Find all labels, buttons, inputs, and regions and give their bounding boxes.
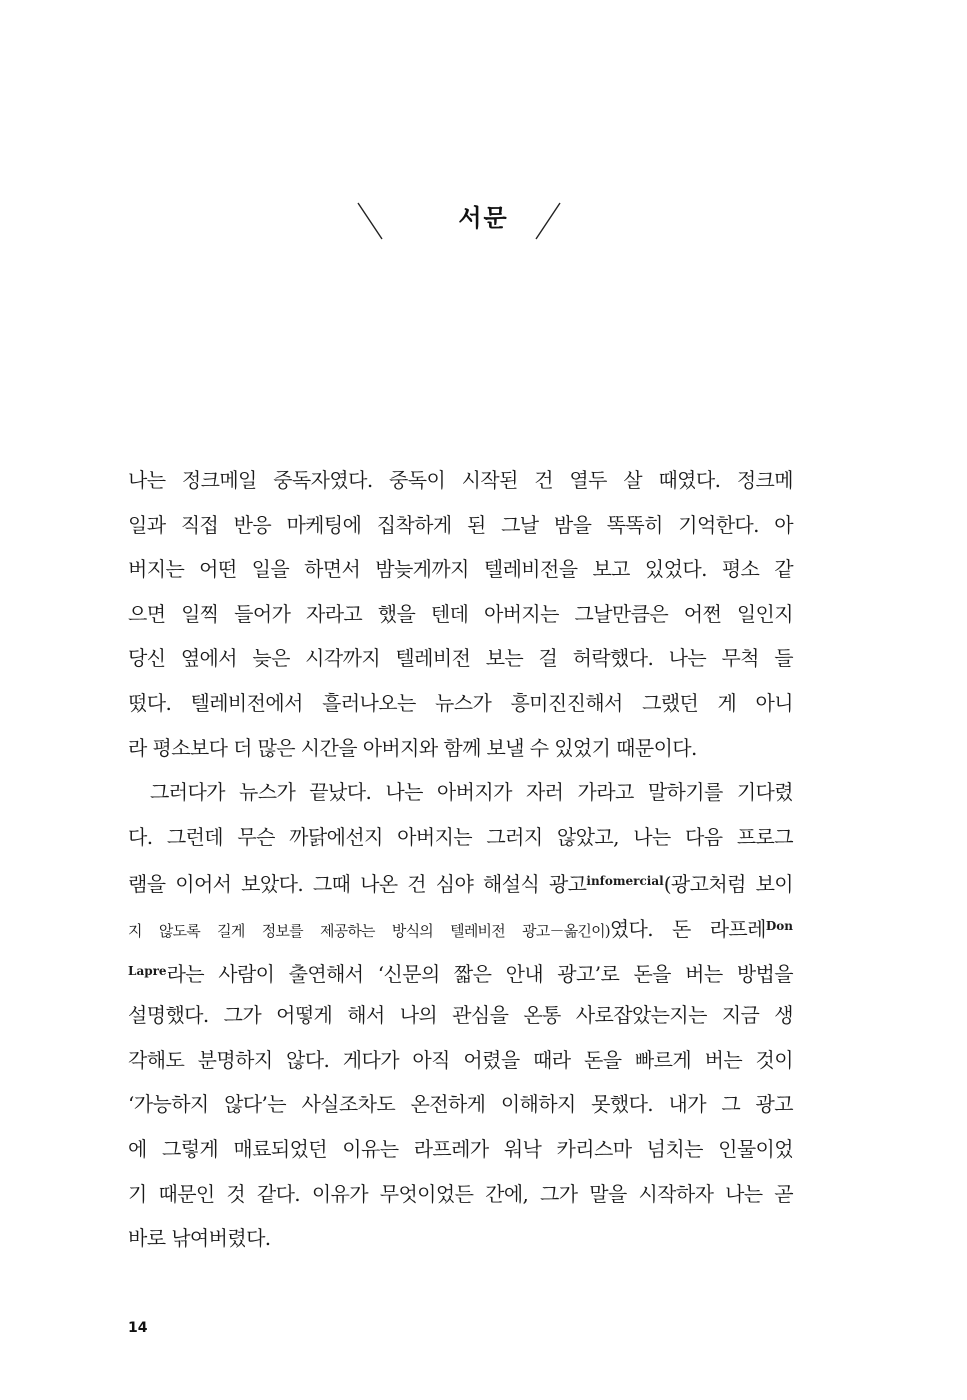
body-line-7: 라 평소보다 더 많은 시간을 아버지와 함께 보낼 수 있었기 때문이다. <box>128 735 697 760</box>
body-line-10 <box>128 859 793 904</box>
body-line-17: 기 때문인 것 같다. 이유가 무엇이었든 간에, 그가 말을 시작하자 나는 곧 <box>128 1181 793 1206</box>
body-line-10-text: 램을 이어서 보았다. 그때 나온 건 심야 해설식 광고 <box>128 872 587 897</box>
page-title: 서문 <box>458 204 509 232</box>
slash-ornament-icon <box>534 201 562 241</box>
body-line-11 <box>128 904 793 949</box>
body-text <box>128 458 793 1261</box>
translator-note-start: (광고처럼 보이 <box>663 872 794 897</box>
page-number: 14 <box>128 1320 148 1336</box>
body-line-16: 에 그렇게 매료되었던 이유는 라프레가 워낙 카리스마 넘치는 인물이었 <box>128 1136 793 1161</box>
body-line-5: 당신 옆에서 늦은 시각까지 텔레비전 보는 걸 허락했다. 나는 무척 들 <box>128 646 793 671</box>
english-term-infomercial: infomercial <box>586 874 664 889</box>
body-line-9: 다. 그런데 무슨 까닭에선지 아버지는 그러지 않았고, 나는 다음 프로그 <box>128 824 793 849</box>
body-line-3: 버지는 어떤 일을 하면서 밤늦게까지 텔레비전을 보고 있었다. 평소 같 <box>128 557 793 582</box>
body-line-18: 바로 낚여버렸다. <box>128 1226 271 1251</box>
body-line-2: 일과 직접 반응 마케팅에 집착하게 된 그날 밤을 똑똑히 기억한다. 아 <box>128 512 793 537</box>
chapter-heading <box>0 196 967 244</box>
body-line-13: 설명했다. 그가 어떻게 해서 나의 관심을 온통 사로잡았는지는 지금 생 <box>128 1003 793 1028</box>
body-line-12-text: 라는 사람이 출연해서 ‘신문의 짧은 안내 광고’로 돈을 버는 방법을 <box>166 961 793 986</box>
english-term-don: Don <box>765 918 793 933</box>
body-line-1: 나는 정크메일 중독자였다. 중독이 시작된 건 열두 살 때였다. 정크메 <box>128 468 793 492</box>
translator-note: 지 않도록 길게 정보를 제공하는 방식의 텔레비전 광고－옮긴이) <box>128 921 610 940</box>
body-line-6: 떴다. 텔레비전에서 흘러나오는 뉴스가 흥미진진해서 그랬던 게 아니 <box>128 690 793 715</box>
body-line-11-text: 였다. 돈 라프레 <box>609 916 766 941</box>
english-term-lapre: Lapre <box>128 963 167 978</box>
body-line-14: 각해도 분명하지 않다. 게다가 아직 어렸을 때라 돈을 빠르게 버는 것이 <box>128 1047 793 1072</box>
body-line-12 <box>128 949 793 994</box>
body-line-15: ‘가능하지 않다’는 사실조차도 온전하게 이해하지 못했다. 내가 그 광고 <box>128 1092 793 1117</box>
body-line-8: 그러다가 뉴스가 끝났다. 나는 아버지가 자러 가라고 말하기를 기다렸 <box>150 780 793 805</box>
body-line-4: 으면 일찍 들어가 자라고 했을 텐데 아버지는 그날만큼은 어쩐 일인지 <box>128 601 793 626</box>
